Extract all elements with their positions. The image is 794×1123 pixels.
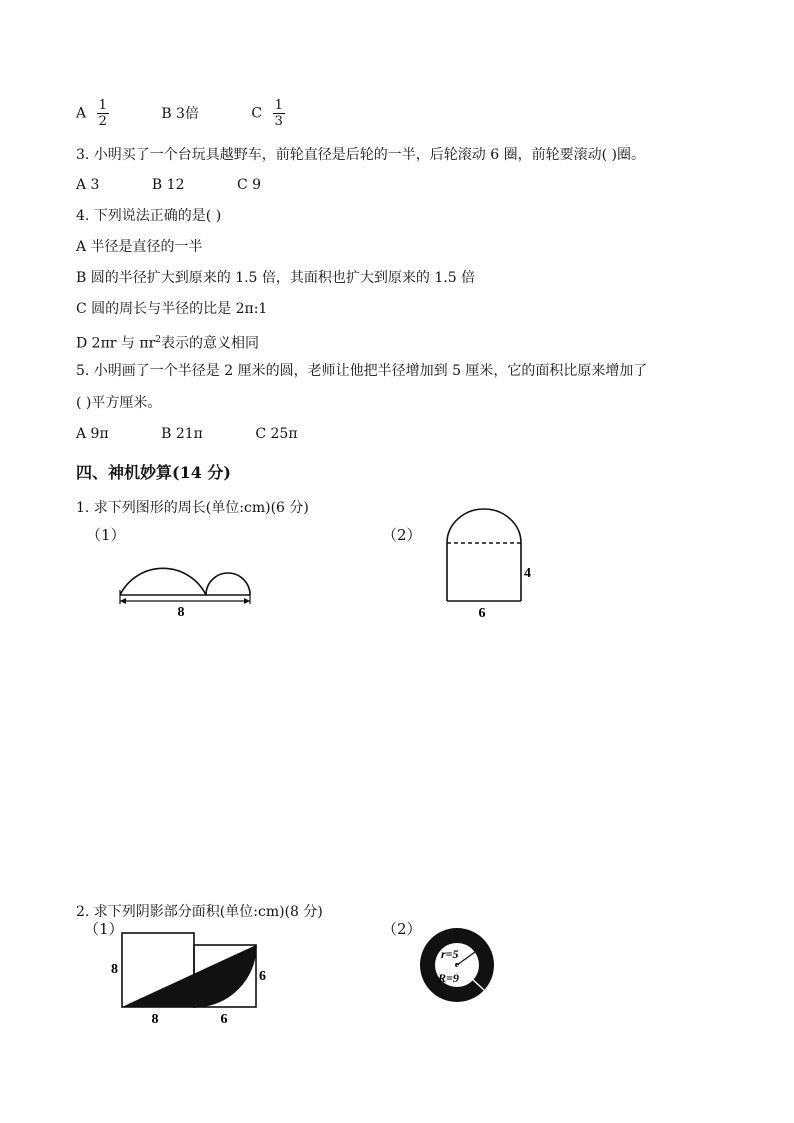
arrow-right-icon (244, 598, 250, 604)
inner-radius-label: r=5 (441, 947, 459, 961)
arrow-left-icon (120, 598, 126, 604)
outer-radius-label: R=9 (438, 971, 459, 985)
q2-option-c[interactable]: C $\frac{1}{3}$ (251, 98, 283, 129)
q5-options-row (76, 424, 298, 444)
top-semicircle (447, 509, 521, 543)
q4-option-a[interactable]: A 半径是直径的一半 (76, 239, 203, 255)
question-5-text-line1: 5. 小明画了一个半径是 2 厘米的圆，老师让他把半径增加到 5 厘米，它的面积比原来增加了 (76, 363, 648, 379)
question-4-text: 4. 下列说法正确的是( ) (76, 208, 222, 224)
left-side-label: 8 (111, 962, 118, 977)
q4-option-c[interactable]: C 圆的周长与半径的比是 2π:1 (76, 301, 268, 317)
part2-fig1-label: （1） (84, 920, 124, 938)
fraction-one-half: $\frac{1}{2}$ (98, 98, 107, 129)
part1-fig2-rect-semicircle-diagram (440, 505, 550, 620)
question-5-text-line2: ( )平方厘米。 (76, 395, 162, 411)
fraction-one-third: $\frac{1}{3}$ (274, 98, 283, 129)
q3-option-b[interactable]: B 12 (151, 177, 185, 193)
q2-option-b[interactable]: B 3倍 (161, 105, 199, 122)
q3-option-c[interactable]: C 9 (236, 177, 262, 193)
fig1-dimension-label: 8 (177, 605, 185, 620)
q5-option-c[interactable]: C 25π (255, 426, 298, 442)
q2-option-a[interactable]: A $\frac{1}{2}$ (76, 98, 107, 129)
q5-option-b[interactable]: B 21π (161, 426, 203, 442)
bottom-right-label: 6 (220, 1012, 228, 1027)
q3-options-row (76, 175, 261, 195)
question-3-text: 3. 小明买了一个台玩具越野车，前轮直径是后轮的一半，后轮滚动 6 圈，前轮要滚动( )圈。 (76, 147, 645, 163)
part2-fig2-label: （2） (382, 920, 422, 938)
section-4-heading: 四、神机妙算(14 分) (76, 463, 231, 482)
part1-fig1-label: （1） (86, 526, 126, 544)
part2-fig2-annulus-diagram (418, 928, 498, 1008)
q2-options-row (76, 98, 285, 129)
right-side-label: 6 (259, 969, 266, 984)
part1-fig2-label: （2） (382, 526, 422, 544)
part-2-title: 2. 求下列阴影部分面积(单位:cm)(8 分) (76, 904, 323, 920)
fig2-height-label: 4 (524, 566, 531, 581)
small-semicircle (206, 573, 250, 595)
large-semicircle (120, 568, 206, 595)
q3-option-a[interactable]: A 3 (76, 177, 100, 193)
q4-option-b[interactable]: B 圆的半径扩大到原来的 1.5 倍，其面积也扩大到原来的 1.5 倍 (76, 270, 476, 286)
bottom-left-label: 8 (151, 1012, 159, 1027)
part2-fig1-squares-diagram (105, 925, 275, 1025)
part-1-title: 1. 求下列图形的周长(单位:cm)(6 分) (76, 500, 309, 516)
q5-option-a[interactable]: A 9π (76, 426, 109, 442)
q4-option-d[interactable]: D 2πr 与 $\pi r^2$表示的意义相同 (76, 335, 260, 352)
part1-fig1-semicircles-diagram (110, 540, 260, 630)
fig2-width-label: 6 (478, 606, 486, 621)
